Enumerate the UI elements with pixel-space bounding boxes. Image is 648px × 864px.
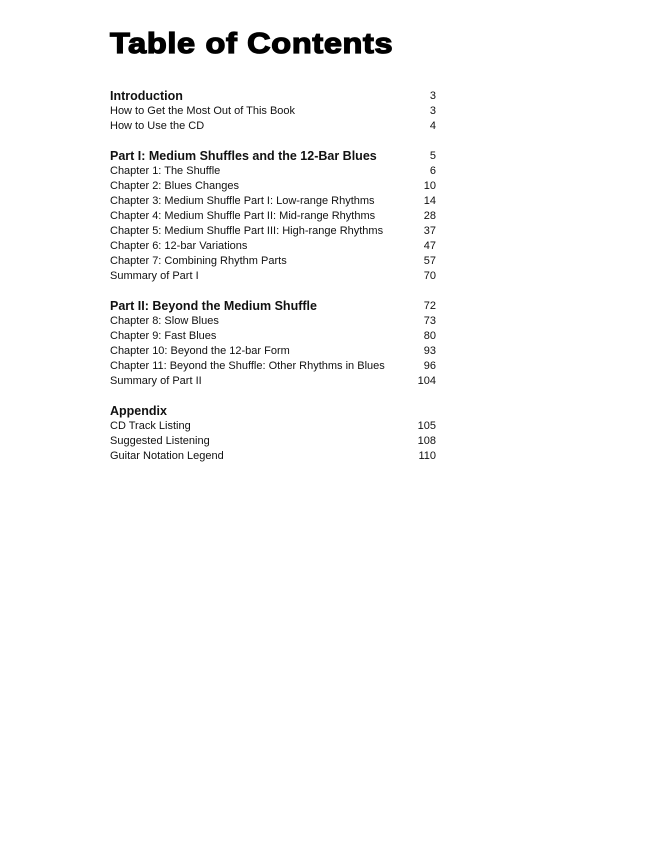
toc-page-number: 4 [429,120,436,132]
toc-page-number: 108 [417,435,436,447]
toc-label: Summary of Part II [110,375,202,387]
toc-entry[interactable] [110,254,436,269]
toc-entry[interactable] [110,269,436,284]
section-heading[interactable] [110,299,436,314]
toc-page-number: 10 [423,180,436,192]
toc-label: Chapter 9: Fast Blues [110,330,217,342]
toc-entry[interactable] [110,209,436,224]
toc-label: Chapter 3: Medium Shuffle Part I: Low-range Rhythms [110,195,375,207]
toc-entry[interactable] [110,179,436,194]
table-of-contents [110,89,436,479]
toc-label: Chapter 1: The Shuffle [110,165,221,177]
toc-page-number: 104 [417,375,436,387]
toc-page-number: 3 [429,105,436,117]
toc-entry[interactable] [110,449,436,464]
section-heading[interactable] [110,149,436,164]
toc-page-number: 28 [423,210,436,222]
toc-page-number: 105 [417,420,436,432]
toc-entry[interactable] [110,374,436,389]
toc-entry[interactable] [110,164,436,179]
toc-label: Summary of Part I [110,270,199,282]
toc-page-number: 5 [429,150,436,162]
toc-label: CD Track Listing [110,420,191,432]
toc-page-number: 80 [423,330,436,342]
toc-entry[interactable] [110,419,436,434]
toc-section [110,404,436,464]
toc-label: Chapter 2: Blues Changes [110,180,240,192]
toc-entry[interactable] [110,239,436,254]
page-title: Table of Contents [110,28,394,60]
section-heading[interactable] [110,404,436,419]
toc-page-number: 73 [423,315,436,327]
toc-entry[interactable] [110,194,436,209]
toc-page-number: 96 [423,360,436,372]
toc-label: Chapter 7: Combining Rhythm Parts [110,255,287,267]
toc-label: Suggested Listening [110,435,210,447]
toc-page-number: 6 [429,165,436,177]
toc-label: Chapter 5: Medium Shuffle Part III: High-range Rhythms [110,225,384,237]
toc-label: Appendix [110,404,167,418]
toc-section [110,299,436,389]
toc-page-number: 70 [423,270,436,282]
toc-label: Guitar Notation Legend [110,450,224,462]
toc-page-number: 72 [423,300,436,312]
toc-page-number: 110 [418,450,436,462]
toc-label: Chapter 8: Slow Blues [110,315,219,327]
toc-entry[interactable] [110,314,436,329]
toc-page-number: 14 [423,195,436,207]
toc-label: Part II: Beyond the Medium Shuffle [110,299,317,313]
toc-label: Chapter 6: 12-bar Variations [110,240,248,252]
toc-entry[interactable] [110,434,436,449]
toc-page-number: 3 [429,90,436,102]
toc-entry[interactable] [110,119,436,134]
toc-label: Part I: Medium Shuffles and the 12-Bar Blues [110,149,377,163]
toc-label: How to Get the Most Out of This Book [110,105,296,117]
toc-entry[interactable] [110,104,436,119]
toc-section [110,89,436,134]
toc-page-number: 37 [423,225,436,237]
toc-entry[interactable] [110,329,436,344]
toc-page-number: 93 [423,345,436,357]
toc-entry[interactable] [110,344,436,359]
toc-label: Chapter 11: Beyond the Shuffle: Other Rhythms in Blues [110,360,385,372]
toc-label: Chapter 4: Medium Shuffle Part II: Mid-range Rhythms [110,210,376,222]
toc-entry[interactable] [110,224,436,239]
toc-label: How to Use the CD [110,120,205,132]
toc-page-number: 57 [423,255,436,267]
toc-label: Introduction [110,89,183,103]
section-heading[interactable] [110,89,436,104]
toc-label: Chapter 10: Beyond the 12-bar Form [110,345,290,357]
toc-section [110,149,436,284]
toc-page-number: 47 [423,240,436,252]
toc-entry[interactable] [110,359,436,374]
